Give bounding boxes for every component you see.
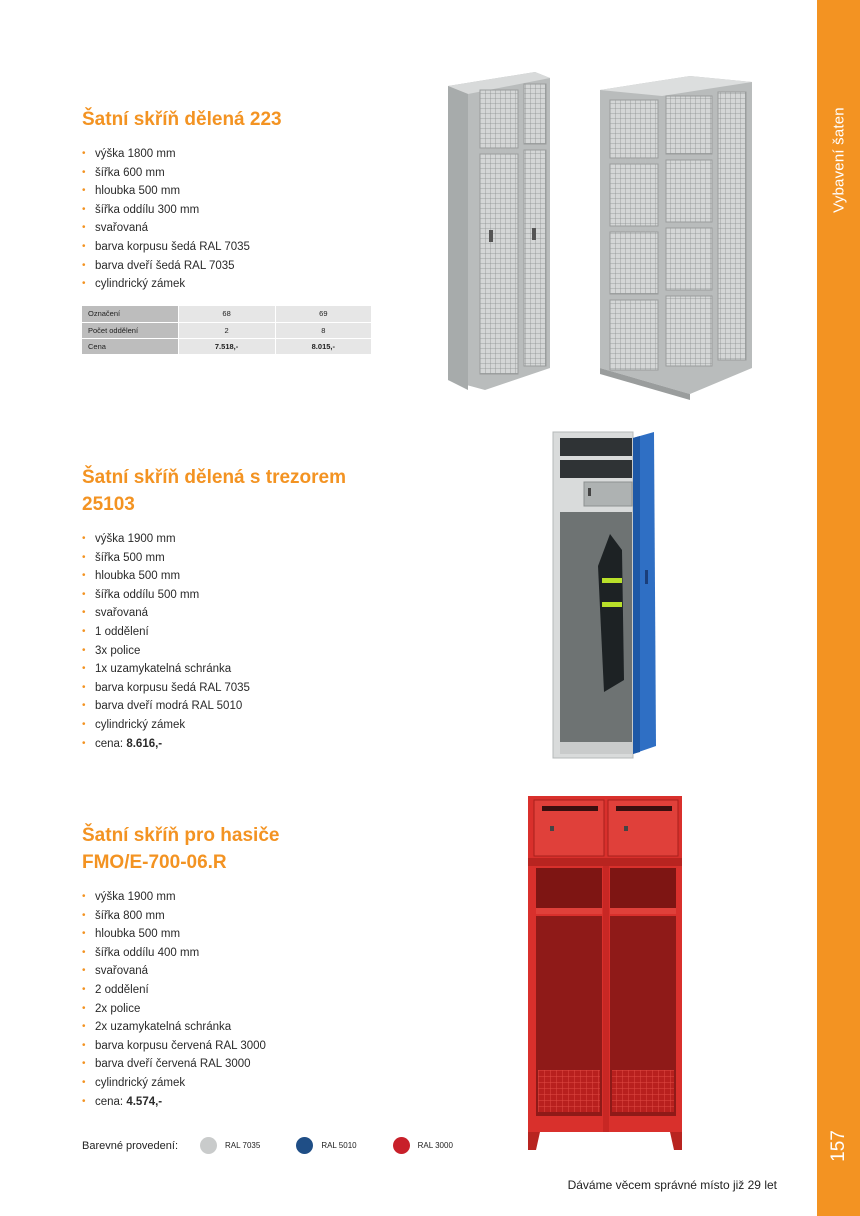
swatch-ral-5010: RAL 5010: [296, 1137, 356, 1154]
color-dot: [393, 1137, 410, 1154]
swatch-ral-3000: RAL 3000: [393, 1137, 453, 1154]
product-223: [82, 106, 282, 294]
spec-item: • šířka oddílu 400 mm: [82, 944, 279, 963]
spec-item: • cylindrický zámek: [82, 275, 282, 294]
spec-item: • hloubka 500 mm: [82, 925, 279, 944]
table-cell: 68: [178, 306, 275, 322]
spec-item: • 2x uzamykatelná schránka: [82, 1018, 279, 1037]
spec-item: • šířka 600 mm: [82, 164, 282, 183]
row-label: Počet oddělení: [82, 322, 178, 338]
color-dot: [200, 1137, 217, 1154]
section-label: Vybavení šaten: [830, 107, 847, 213]
spec-price: • cena: 8.616,-: [82, 735, 346, 754]
side-tab: [817, 0, 860, 1216]
spec-list: [82, 530, 346, 753]
spec-item: • barva korpusu červená RAL 3000: [82, 1037, 279, 1056]
product-fmo: [82, 822, 279, 1111]
spec-item: • 3x police: [82, 642, 346, 661]
spec-item: • barva korpusu šedá RAL 7035: [82, 679, 346, 698]
table-row: [82, 306, 371, 322]
table-row: [82, 322, 371, 338]
product-title: Šatní skříň dělená s trezorem 25103: [82, 467, 346, 515]
spec-item: • barva korpusu šedá RAL 7035: [82, 238, 282, 257]
color-options: [82, 1137, 489, 1154]
page-number: 157: [827, 1130, 849, 1162]
color-dot: [296, 1137, 313, 1154]
spec-list: [82, 145, 282, 294]
price-value: 8.616,-: [126, 737, 163, 750]
price-value: 4.574,-: [126, 1095, 163, 1108]
spec-item: • výška 1900 mm: [82, 888, 279, 907]
table-cell: 2: [178, 322, 275, 338]
locker-25103-image: [550, 430, 665, 762]
row-label: Označení: [82, 306, 178, 322]
spec-price: • cena: 4.574,-: [82, 1093, 279, 1112]
spec-item: • výška 1900 mm: [82, 530, 346, 549]
spec-item: • 2 oddělení: [82, 981, 279, 1000]
row-label: Cena: [82, 338, 178, 354]
spec-item: • šířka oddílu 500 mm: [82, 586, 346, 605]
spec-list: [82, 888, 279, 1111]
spec-item: • svařovaná: [82, 604, 346, 623]
spec-item: • šířka 500 mm: [82, 549, 346, 568]
table-cell: 69: [275, 306, 371, 322]
spec-item: • 2x police: [82, 1000, 279, 1019]
spec-item: • svařovaná: [82, 219, 282, 238]
locker-fmo-image: [526, 794, 684, 1150]
footer-tagline: Dáváme věcem správné místo již 29 let: [567, 1178, 777, 1192]
spec-item: • cylindrický zámek: [82, 1074, 279, 1093]
spec-item: • svařovaná: [82, 962, 279, 981]
spec-item: • hloubka 500 mm: [82, 567, 346, 586]
product-25103: [82, 464, 346, 753]
price-table: [82, 306, 371, 355]
spec-item: • šířka oddílu 300 mm: [82, 201, 282, 220]
spec-item: • výška 1800 mm: [82, 145, 282, 164]
table-cell: 7.518,-: [178, 338, 275, 354]
table-row: [82, 338, 371, 354]
spec-item: • 1x uzamykatelná schránka: [82, 660, 346, 679]
spec-item: • barva dveří červená RAL 3000: [82, 1055, 279, 1074]
spec-item: • cylindrický zámek: [82, 716, 346, 735]
table-cell: 8: [275, 322, 371, 338]
swatch-ral-7035: RAL 7035: [200, 1137, 260, 1154]
spec-item: • barva dveří modrá RAL 5010: [82, 697, 346, 716]
color-options-label: Barevné provedení:: [82, 1139, 179, 1152]
product-title: Šatní skříň pro hasiče FMO/E-700-06.R: [82, 825, 280, 873]
spec-item: • 1 oddělení: [82, 623, 346, 642]
product-title: Šatní skříň dělená 223: [82, 109, 282, 130]
spec-item: • šířka 800 mm: [82, 907, 279, 926]
spec-item: • barva dveří šedá RAL 7035: [82, 257, 282, 276]
locker-223-image: [440, 68, 760, 400]
table-cell: 8.015,-: [275, 338, 371, 354]
spec-item: • hloubka 500 mm: [82, 182, 282, 201]
